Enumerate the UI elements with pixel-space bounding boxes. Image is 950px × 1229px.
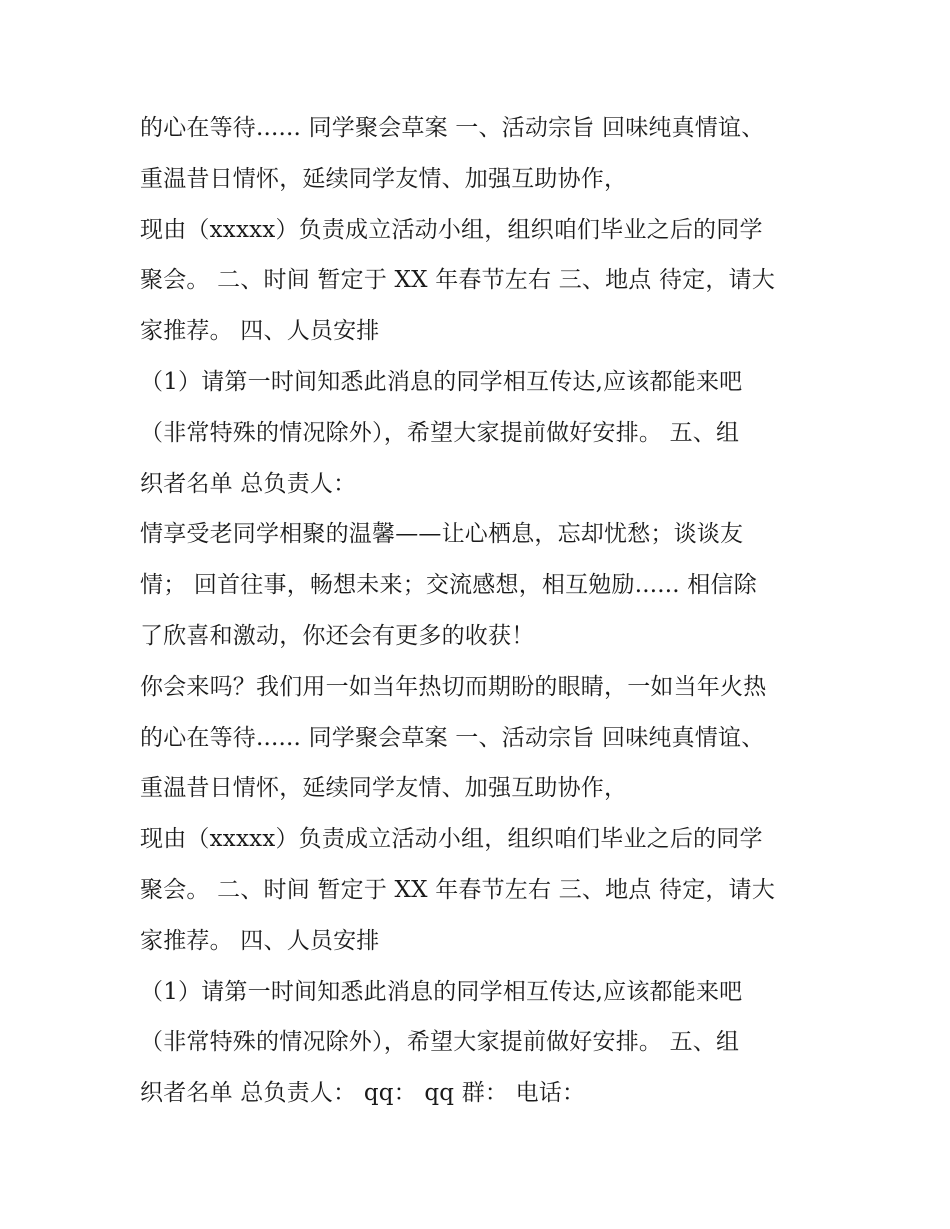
text-line: 重温昔日情怀，延续同学友情、加强互助协作， bbox=[140, 775, 628, 802]
text-line: 家推荐。 四、人员安排 bbox=[140, 927, 380, 954]
text-line: 情； 回首往事，畅想未来；交流感想，相互勉励...... 相信除 bbox=[140, 572, 757, 599]
text-line: 现由（xxxxx）负责成立活动小组，组织咱们毕业之后的同学 bbox=[140, 826, 763, 853]
text-line: 的心在等待...... 同学聚会草案 一、活动宗旨 回味纯真情谊、 bbox=[140, 115, 765, 141]
text-line: （非常特殊的情况除外），希望大家提前做好安排。 五、组 bbox=[140, 419, 740, 446]
text-line: 聚会。 二、时间 暂定于 XX 年春节左右 三、地点 待定，请大 bbox=[140, 267, 776, 294]
text-line: 重温昔日情怀，延续同学友情、加强互助协作， bbox=[140, 165, 628, 192]
text-line: （1）请第一时间知悉此消息的同学相互传达,应该都能来吧 bbox=[140, 368, 743, 395]
document-body bbox=[140, 103, 830, 1119]
text-line: 了欣喜和激动，你还会有更多的收获！ bbox=[140, 622, 535, 649]
text-line: 织者名单 总负责人： qq： qq 群： 电话： bbox=[140, 1080, 586, 1107]
text-line: 的心在等待...... 同学聚会草案 一、活动宗旨 回味纯真情谊、 bbox=[140, 724, 765, 751]
text-line: （1）请第一时间知悉此消息的同学相互传达,应该都能来吧 bbox=[140, 978, 743, 1005]
text-line: 现由（xxxxx）负责成立活动小组，组织咱们毕业之后的同学 bbox=[140, 216, 763, 243]
text-line: 聚会。 二、时间 暂定于 XX 年春节左右 三、地点 待定，请大 bbox=[140, 876, 776, 903]
text-line: 你会来吗？我们用一如当年热切而期盼的眼睛，一如当年火热 bbox=[140, 673, 767, 700]
text-line: 织者名单 总负责人： bbox=[140, 470, 357, 497]
text-line: 情享受老同学相聚的温馨——让心栖息，忘却忧愁；谈谈友 bbox=[140, 521, 744, 548]
text-line: （非常特殊的情况除外），希望大家提前做好安排。 五、组 bbox=[140, 1029, 740, 1056]
text-line: 家推荐。 四、人员安排 bbox=[140, 318, 380, 345]
